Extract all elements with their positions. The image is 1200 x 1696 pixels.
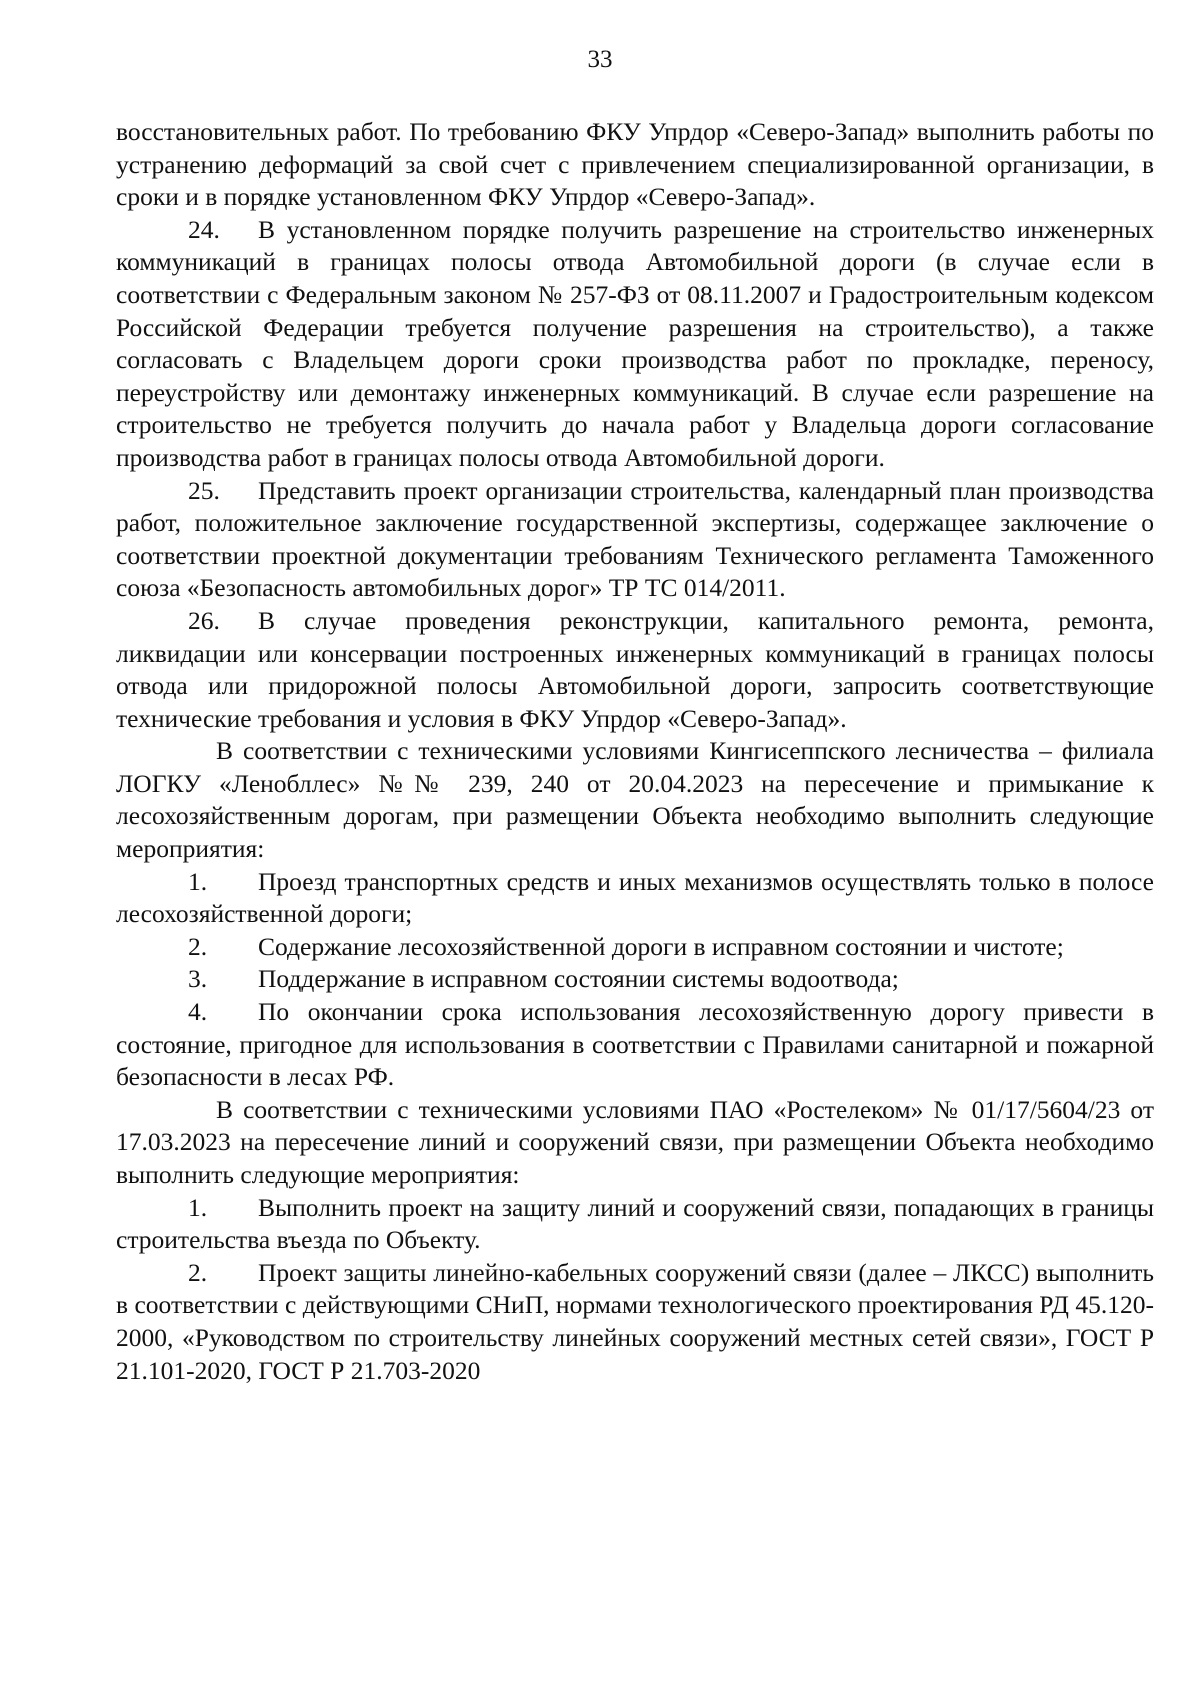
item-text: В установленном порядке получить разрешение на строительство инженерных коммуникаций в границах полосы отвода Автомобильной дороги (в случае если в соответствии с Федеральным законом № 257-ФЗ от 08.11.2007 и Градостроительным кодексом Российской Федерации требуется получение разрешения на строительство), а также согласовать с Владельцем дороги сроки производства работ по прокладке, переносу, переустройству или демонтажу инженерных коммуникаций. В случае если разрешение на строительство не требуется получить до начала работ у Владельца дороги согласование производства работ в границах полосы отвода Автомобильной дороги.: [116, 214, 1154, 472]
item-text: По окончании срока использования лесохозяйственную дорогу привести в состояние, пригодное для использования в соответствии с Правилами санитарной и пожарной безопасности в лесах РФ.: [116, 997, 1154, 1092]
paragraph-text: В соответствии с техническими условиями ПАО «Ростелеком» № 01/17/5604/23 от 17.03.2023 на пересечение линий и сооружений связи, при размещении Объекта необходимо выполнить следующие мероприятия:: [116, 1094, 1154, 1189]
list-item-24: [116, 214, 1154, 475]
item-number: 2.: [188, 1257, 208, 1287]
item-text: Выполнить проект на защиту линий и сооружений связи, попадающих в границы строительства въезда по Объекту.: [116, 1192, 1154, 1255]
item-number: 26.: [188, 605, 220, 635]
item-number: 1.: [188, 866, 208, 896]
page-number: 33: [587, 46, 613, 73]
item-text: В случае проведения реконструкции, капитального ремонта, ремонта, ликвидации или консервации построенных инженерных коммуникаций в границах полосы отвода или придорожной полосы Автомобильной дороги, запросить соответствующие технические требования и условия в ФКУ Упрдор «Северо-Запад».: [116, 605, 1154, 733]
list-item-1-rostelecom: [116, 1192, 1154, 1257]
list-item-2-rostelecom: [116, 1257, 1154, 1387]
paragraph-rostelecom-conditions: [116, 1094, 1154, 1192]
paragraph-text: В соответствии с техническими условиями Кингисеппского лесничества – филиала ЛОГКУ «Ленобллес» №№ 239, 240 от 20.04.2023 на пересечение и примыкание к лесохозяйственным дорогам, при размещении Объекта необходимо выполнить следующие мероприятия:: [116, 736, 1154, 864]
item-text: Проезд транспортных средств и иных механизмов осуществлять только в полосе лесохозяйственной дороги;: [116, 866, 1154, 929]
item-number: 4.: [188, 997, 208, 1027]
item-text: Содержание лесохозяйственной дороги в исправном состоянии и чистоте;: [258, 931, 1064, 961]
item-number: 1.: [188, 1192, 208, 1222]
item-text: Представить проект организации строительства, календарный план производства работ, положительное заключение государственной экспертизы, содержащее заключение о соответствии проектной документации требованиям Технического регламента Таможенного союза «Безопасность автомобильных дорог» ТР ТС 014/2011.: [116, 475, 1154, 603]
list-item-25: [116, 475, 1154, 605]
item-number: 24.: [188, 214, 220, 244]
item-number: 25.: [188, 475, 220, 505]
list-item-2: [116, 931, 1154, 964]
paragraph-text: восстановительных работ. По требованию ФКУ Упрдор «Северо-Запад» выполнить работы по устранению деформаций за свой счет с привлечением специализированной организации, в сроки и в порядке установленном ФКУ Упрдор «Северо-Запад».: [116, 117, 1154, 212]
list-item-3: [116, 963, 1154, 996]
list-item-1: [116, 866, 1154, 931]
item-text: Поддержание в исправном состоянии системы водоотвода;: [258, 964, 899, 994]
item-text: Проект защиты линейно-кабельных сооружений связи (далее – ЛКСС) выполнить в соответствии с действующими СНиП, нормами технологического проектирования РД 45.120-2000, «Руководством по строительству линейных сооружений местных сетей связи», ГОСТ Р 21.101-2020, ГОСТ Р 21.703-2020: [116, 1257, 1154, 1385]
list-item-26: [116, 605, 1154, 735]
page-body: [116, 116, 1154, 1387]
list-item-4: [116, 996, 1154, 1094]
item-number: 2.: [188, 931, 208, 961]
paragraph-forestry-conditions: [116, 735, 1154, 865]
paragraph-continuation: [116, 116, 1154, 214]
item-number: 3.: [188, 964, 208, 994]
